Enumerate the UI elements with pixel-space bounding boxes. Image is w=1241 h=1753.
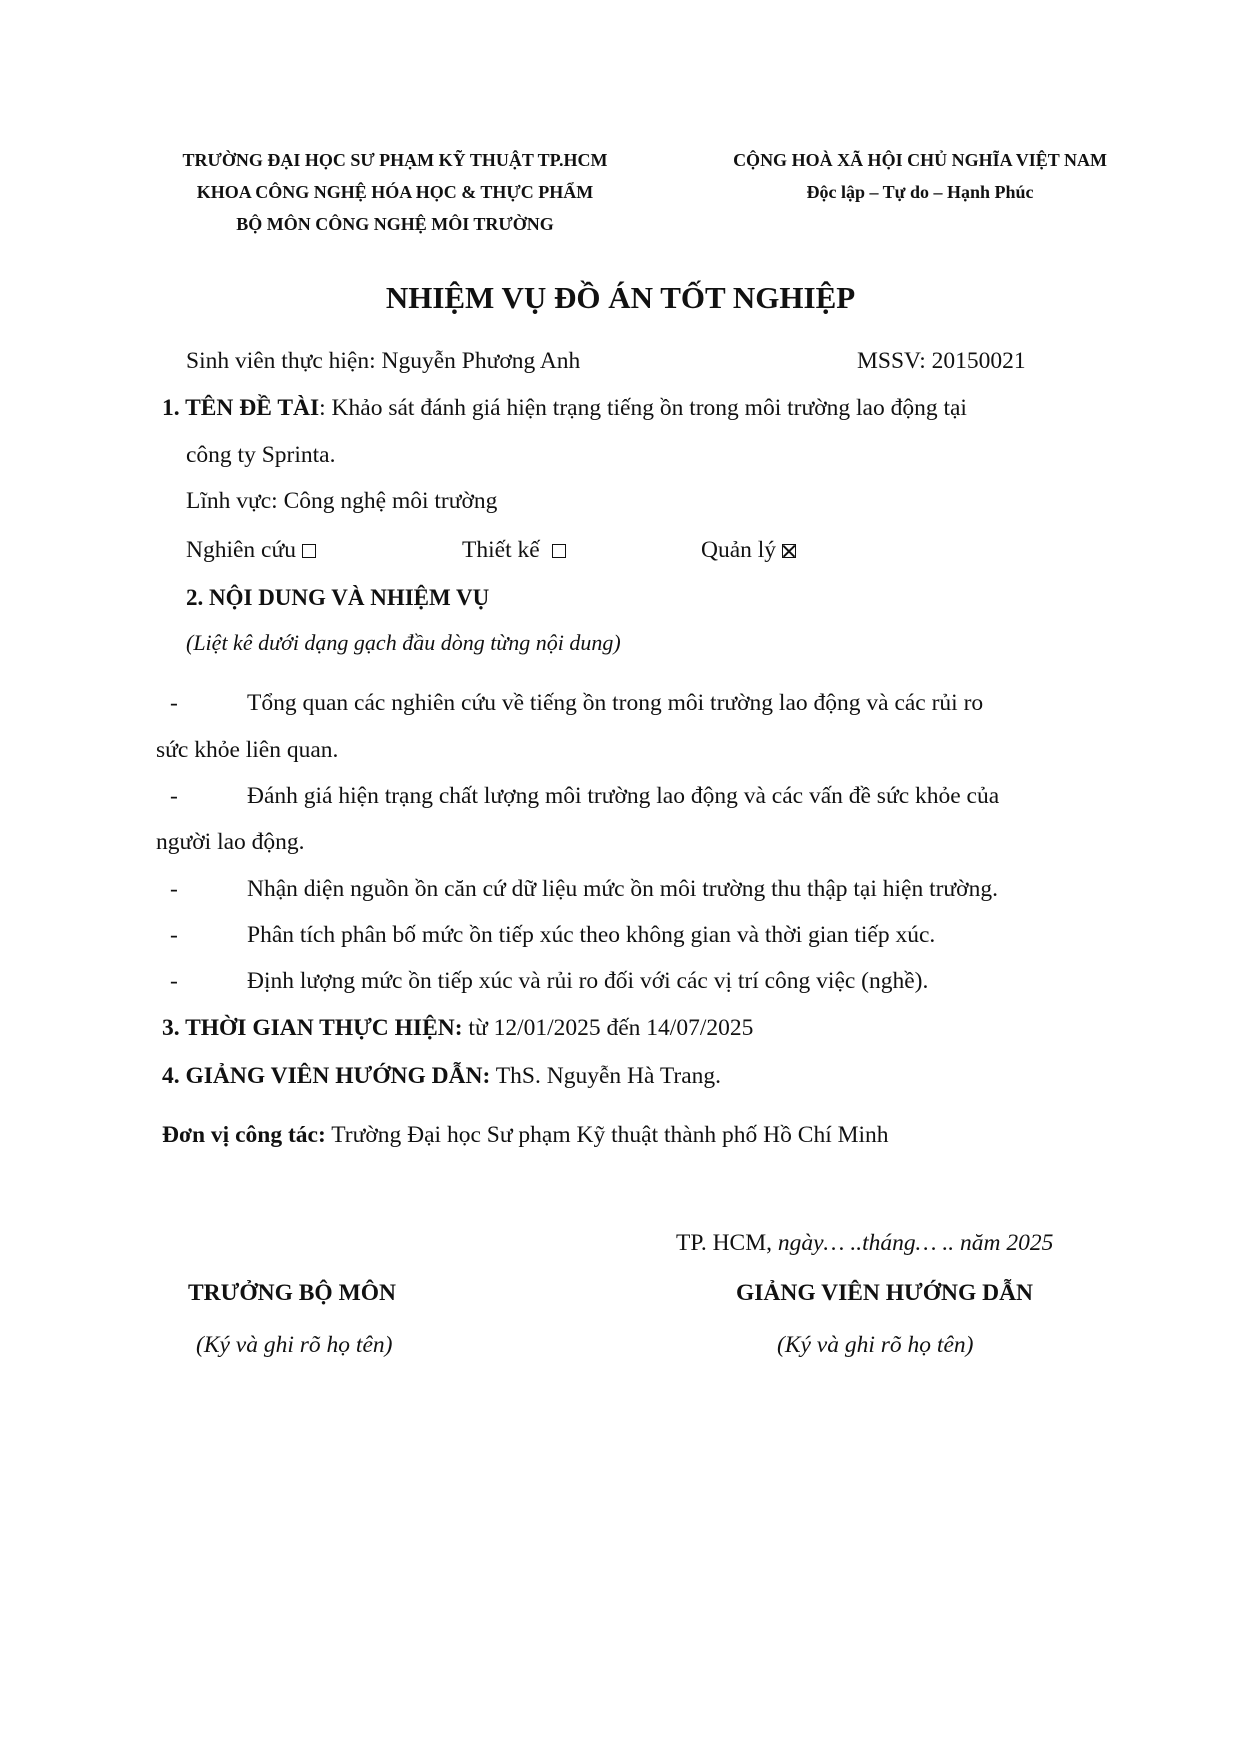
option-management bbox=[701, 537, 796, 564]
duration-value: từ 12/01/2025 đến 14/07/2025 bbox=[462, 1015, 754, 1041]
section-2-note: (Liệt kê dưới dạng gạch đầu dòng từng nội dung) bbox=[186, 630, 621, 655]
document-title: NHIỆM VỤ ĐỒ ÁN TỐT NGHIỆP bbox=[385, 280, 856, 315]
section-4-label: 4. GIẢNG VIÊN HƯỚNG DẪN: bbox=[162, 1063, 491, 1089]
list-item: Nhận diện nguồn ồn căn cứ dữ liệu mức ồn môi trường thu thập tại hiện trường. bbox=[247, 876, 998, 902]
left-signature-title: TRƯỞNG BỘ MÔN bbox=[188, 1280, 397, 1306]
right-signature-note: (Ký và ghi rõ họ tên) bbox=[777, 1332, 974, 1358]
list-item: Định lượng mức ồn tiếp xúc và rủi ro đối với các vị trí công việc (nghề). bbox=[247, 968, 929, 994]
field-line bbox=[186, 488, 497, 515]
student-line bbox=[186, 348, 580, 375]
workplace-value: Trường Đại học Sư phạm Kỹ thuật thành phố Hồ Chí Minh bbox=[325, 1122, 889, 1148]
date-place: TP. HCM, bbox=[676, 1230, 778, 1256]
workplace-label: Đơn vị công tác: bbox=[162, 1122, 326, 1148]
research-checkbox[interactable] bbox=[302, 544, 316, 558]
student-id: 20150021 bbox=[931, 348, 1026, 374]
section-2-label: 2. NỘI DUNG VÀ NHIỆM VỤ bbox=[186, 585, 490, 610]
list-item-dash: - bbox=[170, 876, 178, 902]
topic-text-continued: công ty Sprinta. bbox=[186, 442, 336, 468]
list-item: Tổng quan các nghiên cứu về tiếng ồn trong môi trường lao động và các rủi ro bbox=[247, 690, 984, 716]
field-value: Công nghệ môi trường bbox=[283, 488, 498, 514]
national-motto: Độc lập – Tự do – Hạnh Phúc bbox=[806, 182, 1034, 202]
university-name: TRƯỜNG ĐẠI HỌC SƯ PHẠM KỸ THUẬT TP.HCM bbox=[182, 150, 608, 170]
field-label: Lĩnh vực: bbox=[186, 488, 284, 514]
option-research-label: Nghiên cứu bbox=[186, 537, 296, 563]
student-id-label: MSSV: bbox=[857, 348, 932, 374]
list-item: Đánh giá hiện trạng chất lượng môi trường lao động và các vấn đề sức khỏe của bbox=[247, 783, 1000, 809]
institution-header bbox=[125, 144, 665, 240]
student-label: Sinh viên thực hiện: bbox=[186, 348, 382, 374]
list-item-dash: - bbox=[170, 690, 178, 716]
student-name: Nguyễn Phương Anh bbox=[381, 348, 581, 374]
list-item-continued: sức khỏe liên quan. bbox=[156, 737, 339, 763]
student-id-line bbox=[857, 348, 1026, 375]
section-3-label: 3. THỜI GIAN THỰC HIỆN: bbox=[162, 1015, 463, 1041]
option-management-label: Quản lý bbox=[701, 537, 777, 563]
option-design-label: Thiết kế bbox=[462, 537, 540, 563]
date-line bbox=[676, 1230, 1053, 1257]
workplace-line bbox=[162, 1122, 889, 1149]
section-1-line bbox=[162, 395, 967, 422]
section-3-line bbox=[162, 1015, 753, 1042]
section-4-line bbox=[162, 1063, 721, 1090]
option-design bbox=[462, 537, 566, 564]
list-item-dash: - bbox=[170, 968, 178, 994]
section-1-label: 1. TÊN ĐỀ TÀI bbox=[162, 395, 320, 421]
design-checkbox[interactable] bbox=[552, 544, 566, 558]
country-name: CỘNG HOÀ XÃ HỘI CHỦ NGHĨA VIỆT NAM bbox=[733, 150, 1107, 170]
option-research bbox=[186, 537, 316, 564]
management-checkbox[interactable] bbox=[782, 544, 796, 558]
list-item-dash: - bbox=[170, 783, 178, 809]
department-name: BỘ MÔN CÔNG NGHỆ MÔI TRƯỜNG bbox=[236, 214, 554, 234]
topic-text: : Khảo sát đánh giá hiện trạng tiếng ồn trong môi trường lao động tại bbox=[319, 395, 967, 421]
national-header bbox=[680, 144, 1160, 208]
list-item-continued: người lao động. bbox=[156, 829, 305, 855]
faculty-name: KHOA CÔNG NGHỆ HÓA HỌC & THỰC PHẨM bbox=[196, 182, 594, 202]
date-value: ngày… ..tháng… .. năm 2025 bbox=[777, 1230, 1054, 1256]
left-signature-note: (Ký và ghi rõ họ tên) bbox=[196, 1332, 393, 1358]
supervisor-value: ThS. Nguyễn Hà Trang. bbox=[490, 1063, 722, 1089]
right-signature-title: GIẢNG VIÊN HƯỚNG DẪN bbox=[736, 1280, 1034, 1306]
list-item-dash: - bbox=[170, 922, 178, 948]
list-item: Phân tích phân bố mức ồn tiếp xúc theo không gian và thời gian tiếp xúc. bbox=[247, 922, 936, 948]
